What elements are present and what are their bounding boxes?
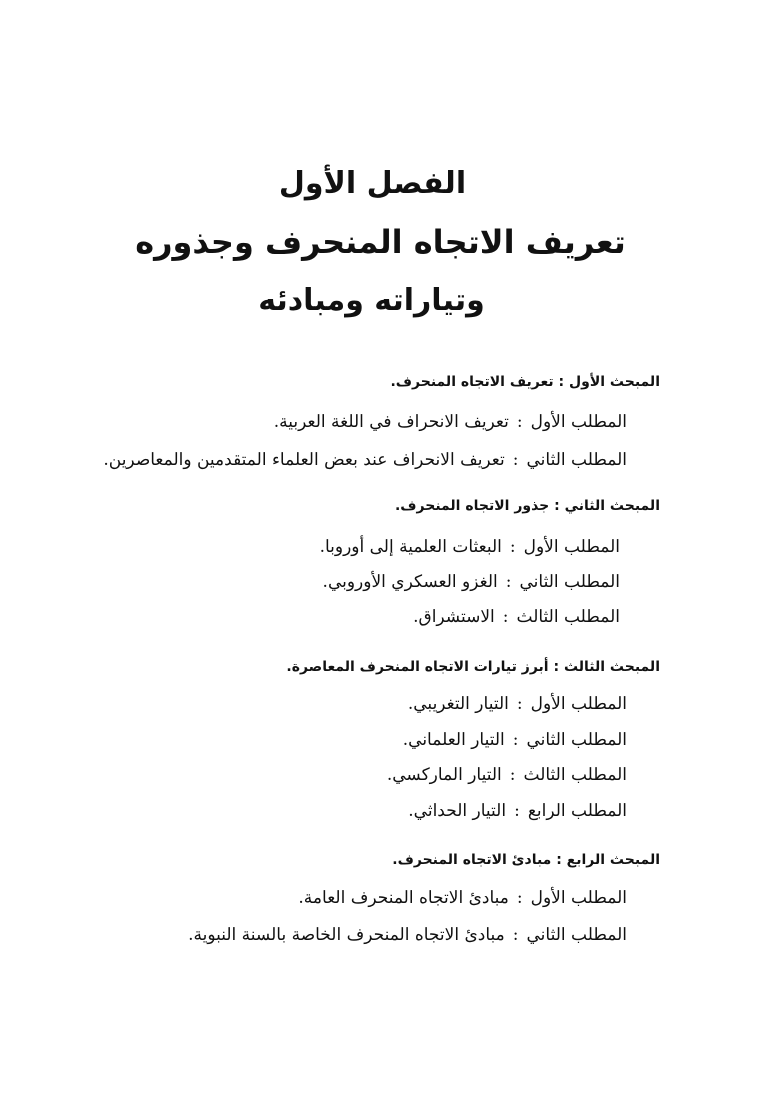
item-label: المطلب الثاني [519,572,620,592]
item-separator: : [516,694,523,714]
item-separator: : [514,801,520,821]
item-text: مبادئ الاتجاه المنحرف العامة. [298,888,509,908]
section-heading-2: المبحث الثاني : جذور الاتجاه المنحرف. [394,498,660,514]
list-item [320,537,620,557]
list-item [103,450,627,470]
list-item [298,888,627,908]
list-item [188,925,627,945]
item-label: المطلب الثاني [526,450,627,470]
item-text: الغزو العسكري الأوروبي. [322,572,498,592]
list-item [323,572,620,592]
item-text: تعريف الانحراف في اللغة العربية. [273,412,509,432]
item-text: تعريف الانحراف عند بعض العلماء المتقدمين والمعاصرين. [103,450,505,470]
chapter-heading: الفصل الأول [278,166,467,201]
chapter-title-line-1: تعريف الاتجاه المنحرف وجذوره [135,223,626,261]
section-heading-1: المبحث الأول : تعريف الاتجاه المنحرف. [390,374,660,390]
item-separator: : [505,572,512,592]
item-text: البعثات العلمية إلى أوروبا. [319,537,502,557]
item-text: مبادئ الاتجاه المنحرف الخاصة بالسنة النبوية. [188,925,505,945]
list-item [403,730,627,750]
item-text: التيار التغريبي. [407,694,509,714]
list-item [408,694,627,714]
item-separator: : [516,888,523,908]
item-separator: : [502,607,509,627]
chapter-title-line-2: وتياراته ومبادئه [258,283,485,318]
list-item [408,801,627,821]
item-label: المطلب الأول [523,537,620,557]
item-separator: : [516,412,523,432]
item-label: المطلب الأول [530,694,627,714]
item-separator: : [512,925,519,945]
section-heading-4: المبحث الرابع : مبادئ الاتجاه المنحرف. [392,852,660,868]
item-separator: : [512,730,519,750]
item-text: الاستشراق. [413,607,495,627]
item-text: التيار الحداثي. [408,801,507,821]
item-label: المطلب الثاني [526,730,627,750]
item-label: المطلب الأول [530,888,627,908]
section-heading-3: المبحث الثالث : أبرز تيارات الاتجاه المنحرف المعاصرة. [286,659,660,675]
item-label: المطلب الثاني [526,925,627,945]
item-separator: : [509,765,516,785]
item-separator: : [509,537,516,557]
list-item [274,412,627,432]
item-label: المطلب الثالث [523,765,627,785]
item-text: التيار العلماني. [402,730,505,750]
item-label: المطلب الثالث [516,607,620,627]
item-label: المطلب الرابع [527,801,627,821]
item-text: التيار الماركسي. [386,765,502,785]
list-item [413,607,620,627]
item-label: المطلب الأول [530,412,627,432]
item-separator: : [512,450,519,470]
list-item [387,765,627,785]
